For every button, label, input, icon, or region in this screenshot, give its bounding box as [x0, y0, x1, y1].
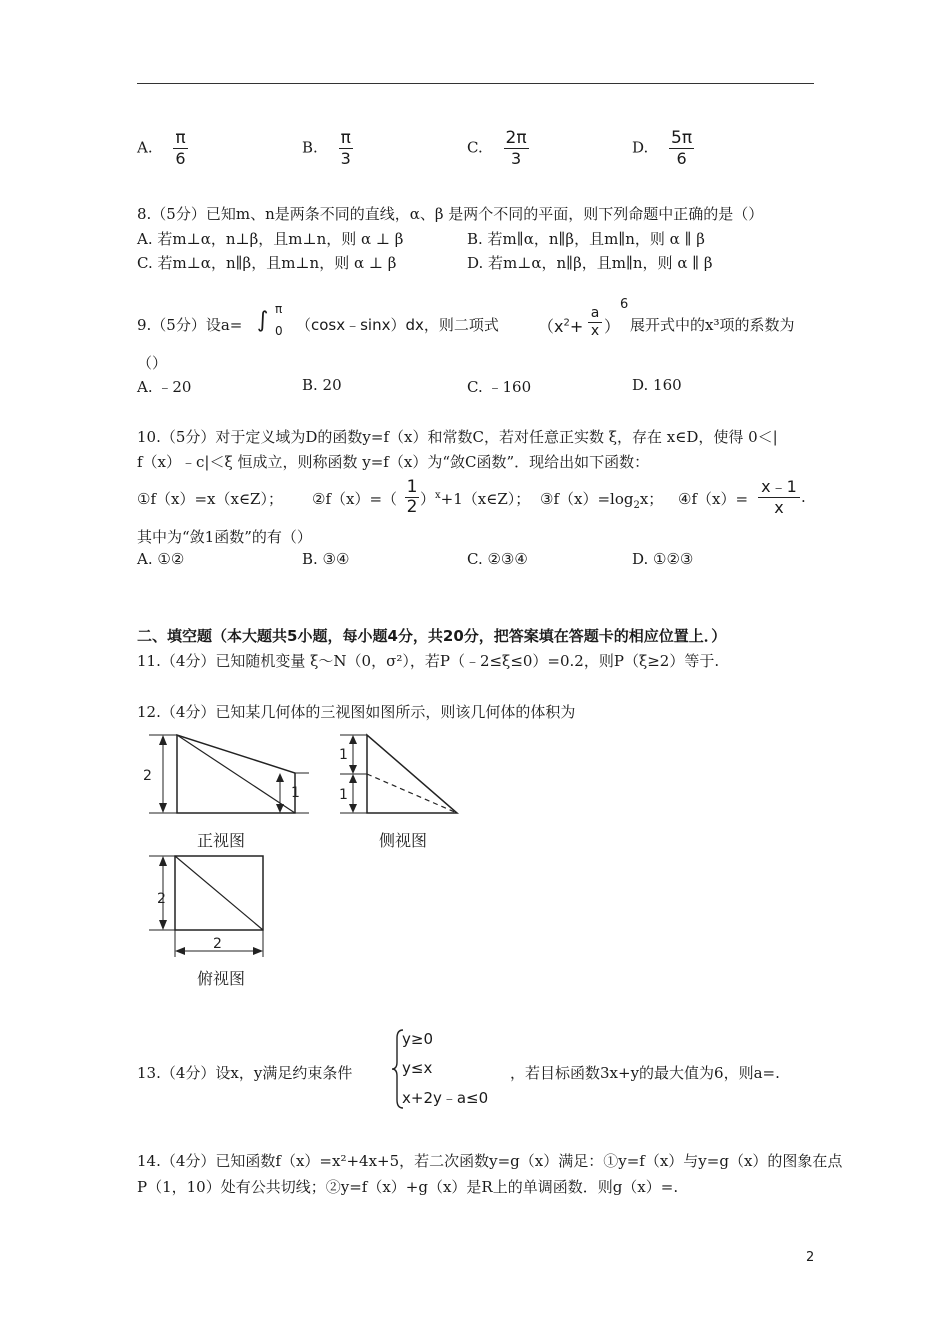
q8-option-a: A. 若m⊥α，n⊥β，且m⊥n，则 α ⊥ β [137, 230, 404, 248]
q13-suffix: ，若目标函数3x+y的最大值为6，则a=. [510, 1064, 780, 1082]
section2-heading: 二、填空题（本大题共5小题，每小题4分，共20分，把答案填在答题卡的相应位置上．） [137, 627, 727, 645]
q9-option-d: D. 160 [632, 376, 682, 394]
q9-integral-sign: ∫ [257, 308, 269, 333]
q9-option-b: B. 20 [302, 376, 342, 394]
q10-f4: ④f（x）= [678, 490, 749, 508]
q7-option-b: B. $\frac{\pi}{3}$ [302, 128, 351, 168]
q10-f2-tail: ）$^x$+1（x∈Z）； [420, 490, 531, 508]
svg-text:1: 1 [339, 747, 348, 763]
side-view [339, 735, 457, 850]
q9-binom-close: ） [604, 317, 621, 336]
q9-binom: （$x^2+$ [538, 317, 584, 336]
q10-line2: f（x）﹣c|＜ξ 恒成立，则称函数 y=f（x）为“敛C函数”．现给出如下函数： [137, 453, 650, 471]
q10-option-b: B. ③④ [302, 550, 350, 568]
q8-option-d: D. 若m⊥α，n∥β，且m∥n，则 α ∥ β [467, 254, 713, 272]
q12-text: 12.（4分）已知某几何体的三视图如图所示，则该几何体的体积为 [137, 703, 576, 721]
header-rule [137, 83, 814, 84]
q8-option-b: B. 若m∥α，n∥β，且m∥n，则 α ∥ β [467, 230, 705, 248]
front-view [143, 735, 309, 850]
q9-integrand: （cosx﹣sinx）dx，则二项式 [296, 316, 499, 334]
side-view-label: 侧视图 [379, 831, 428, 850]
q10-line1: 10.（5分）对于定义域为D的函数y=f（x）和常数C，若对任意正实数 ξ，存在 x∈D，使得 0＜| [137, 428, 778, 446]
q9-prefix: 9.（5分）设a= [137, 316, 243, 334]
q9-power: 6 [620, 297, 629, 312]
svg-text:1: 1 [339, 787, 348, 803]
q10-f2: ②f（x）=（ [312, 490, 398, 508]
top-view [149, 856, 263, 988]
q10-option-a: A. ①② [137, 550, 185, 568]
q9-lower-limit: 0 [275, 324, 283, 338]
q13-prefix: 13.（4分）设x，y满足约束条件 [137, 1064, 353, 1082]
q10-f4-frac: x﹣1 x [758, 477, 800, 518]
page-number: 2 [806, 1250, 815, 1265]
q7-option-c: C. $\frac{2\pi}{3}$ [467, 128, 527, 168]
q9-binom-frac: a x [588, 305, 602, 340]
q7-option-d: D. $\frac{5\pi}{6}$ [632, 128, 693, 168]
q10-f4-tail: . [801, 488, 806, 506]
svg-text:2: 2 [213, 936, 222, 952]
q9-paren: （） [137, 354, 168, 372]
q11-text: 11.（4分）已知随机变量 ξ～N（0，σ²），若P（﹣2≤ξ≤0）=0.2，则P（ξ≥2）等于. [137, 652, 720, 670]
q10-f1: ①f（x）=x（x∈Z）； [137, 490, 283, 508]
q13-constraint-3: x+2y﹣a≤0 [402, 1089, 489, 1107]
q9-option-a: A. ﹣20 [137, 378, 192, 396]
q13-constraint-1: y≥0 [402, 1030, 433, 1048]
q14-line2: P（1，10）处有公共切线；②y=f（x）+g（x）是R上的单调函数．则g（x）=. [137, 1178, 679, 1196]
q10-line4: 其中为“敛1函数”的有（） [137, 528, 312, 546]
q14-line1: 14.（4分）已知函数f（x）=x²+4x+5，若二次函数y=g（x）满足：①y=f（x）与y=g（x）的图象在点 [137, 1152, 843, 1170]
three-view-figure [135, 725, 480, 995]
q9-upper-limit: π [275, 302, 283, 316]
front-view-label: 正视图 [197, 831, 246, 850]
q8-stem: 8.（5分）已知m、n是两条不同的直线，α、β 是两个不同的平面，则下列命题中正确的是（） [137, 205, 764, 223]
q10-option-c: C. ②③④ [467, 550, 528, 568]
q8-option-c: C. 若m⊥α，n∥β，且m⊥n，则 α ⊥ β [137, 254, 397, 272]
svg-text:2: 2 [143, 768, 152, 784]
q10-option-d: D. ①②③ [632, 550, 694, 568]
q9-option-c: C. ﹣160 [467, 378, 532, 396]
svg-text:2: 2 [157, 891, 166, 907]
q7-option-a: A. $\frac{\pi}{6}$ [137, 128, 186, 168]
q13-constraint-2: y≤x [402, 1059, 433, 1077]
top-view-label: 俯视图 [197, 969, 246, 988]
svg-text:1: 1 [291, 785, 300, 801]
q10-f2-frac: 1 2 [406, 477, 418, 517]
q9-suffix: 展开式中的x³项的系数为 [630, 316, 795, 334]
q10-f3: $③f(x)=\log_2x$； [540, 490, 664, 511]
